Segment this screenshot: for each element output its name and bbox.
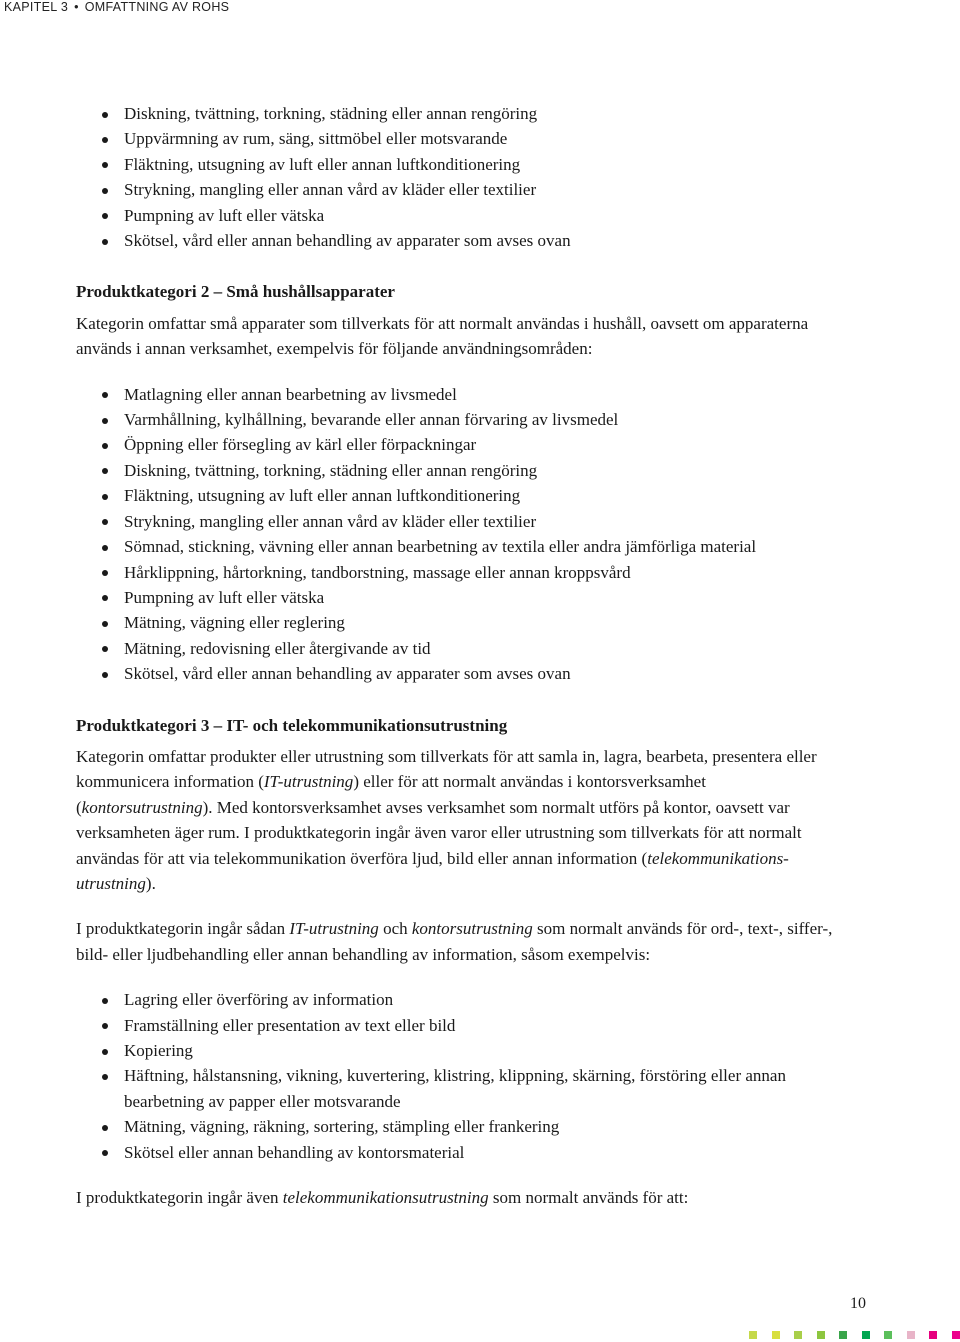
footer-square: [952, 1331, 960, 1339]
list-item: Hårklippning, hårtorkning, tandborstning, massage eller annan kroppsvård: [76, 560, 836, 585]
list-item: Kopiering: [76, 1038, 836, 1063]
bullet-separator: •: [74, 0, 79, 14]
category-2-list: [76, 382, 836, 687]
footer-square: [817, 1331, 825, 1339]
footer-square: [907, 1331, 915, 1339]
footer-square: [794, 1331, 802, 1339]
category-3-paragraph-1: Kategorin omfattar produkter eller utrustning som tillverkats för att samla in, lagra, bearbeta, presentera eller kommunicera information (IT-utrustning) eller för att normalt användas i kontorsverksamhet (kontorsutrustning). Med kontorsverksamhet avses verksamhet som normalt utförs på kontor, oavsett var verksamheten äger rum. I produktkategorin ingår även varor eller utrustning som tillverkats för att normalt användas för att via telekommunikation överföra ljud, bild eller annan information (telekommunikations-utrustning).: [76, 746, 817, 893]
bullet-list-continued: [76, 101, 836, 253]
category-3-paragraph-3: I produktkategorin ingår även telekommunikationsutrustning som normalt används för att:: [76, 1188, 689, 1208]
list-item: Varmhållning, kylhållning, bevarande eller annan förvaring av livsmedel: [76, 407, 836, 432]
list-item: Mätning, vägning eller reglering: [76, 610, 836, 635]
footer-square: [772, 1331, 780, 1339]
footer-color-squares: [749, 1331, 960, 1342]
list-item: Sömnad, stickning, vävning eller annan bearbetning av textila eller andra jämförliga material: [76, 534, 836, 559]
footer-square: [884, 1331, 892, 1339]
footer-square: [862, 1331, 870, 1339]
list-item: Matlagning eller annan bearbetning av livsmedel: [76, 382, 836, 407]
category-2-heading: Produktkategori 2 – Små hushållsapparater: [76, 282, 395, 302]
list-item: Häftning, hålstansning, vikning, kuvertering, klistring, klippning, skärning, förstöring eller annan bearbetning av papper eller motsvarande: [76, 1063, 836, 1114]
list-item: Lagring eller överföring av information: [76, 987, 836, 1012]
list-item: Pumpning av luft eller vätska: [76, 203, 836, 228]
footer-square: [839, 1331, 847, 1339]
category-3-list: [76, 987, 836, 1165]
list-item: Diskning, tvättning, torkning, städning eller annan rengöring: [76, 458, 836, 483]
footer-square: [749, 1331, 757, 1339]
list-item: Öppning eller försegling av kärl eller förpackningar: [76, 432, 836, 457]
list-item: Mätning, vägning, räkning, sortering, stämpling eller frankering: [76, 1114, 836, 1139]
list-item: Framställning eller presentation av text eller bild: [76, 1013, 836, 1038]
list-item: Mätning, redovisning eller återgivande av tid: [76, 636, 836, 661]
section-label: OMFATTNING AV ROHS: [84, 0, 230, 14]
category-3-heading: Produktkategori 3 – IT- och telekommunikationsutrustning: [76, 715, 508, 735]
list-item: Uppvärmning av rum, säng, sittmöbel eller motsvarande: [76, 126, 836, 151]
list-item: Diskning, tvättning, torkning, städning eller annan rengöring: [76, 101, 836, 126]
category-2-intro: Kategorin omfattar små apparater som tillverkats för att normalt användas i hushåll, oavsett om apparaterna används i annan verksamhet, exempelvis för följande användningsområden:: [76, 313, 809, 359]
running-header: [4, 0, 229, 14]
list-item: Skötsel, vård eller annan behandling av apparater som avses ovan: [76, 661, 836, 686]
list-item: Strykning, mangling eller annan vård av kläder eller textilier: [76, 509, 836, 534]
chapter-label: KAPITEL 3: [4, 0, 69, 14]
list-item: Skötsel, vård eller annan behandling av apparater som avses ovan: [76, 228, 836, 253]
list-item: Pumpning av luft eller vätska: [76, 585, 836, 610]
page-number: 10: [850, 1295, 866, 1312]
list-item: Fläktning, utsugning av luft eller annan luftkonditionering: [76, 483, 836, 508]
list-item: Fläktning, utsugning av luft eller annan luftkonditionering: [76, 152, 836, 177]
page-content: [76, 101, 836, 1210]
list-item: Strykning, mangling eller annan vård av kläder eller textilier: [76, 177, 836, 202]
footer-square: [929, 1331, 937, 1339]
category-3-paragraph-2: I produktkategorin ingår sådan IT-utrustning och kontorsutrustning som normalt används för ord-, text-, siffer-, bild- eller ljudbehandling eller annan behandling av information, såsom exempelvis:: [76, 919, 833, 964]
list-item: Skötsel eller annan behandling av kontorsmaterial: [76, 1140, 836, 1165]
